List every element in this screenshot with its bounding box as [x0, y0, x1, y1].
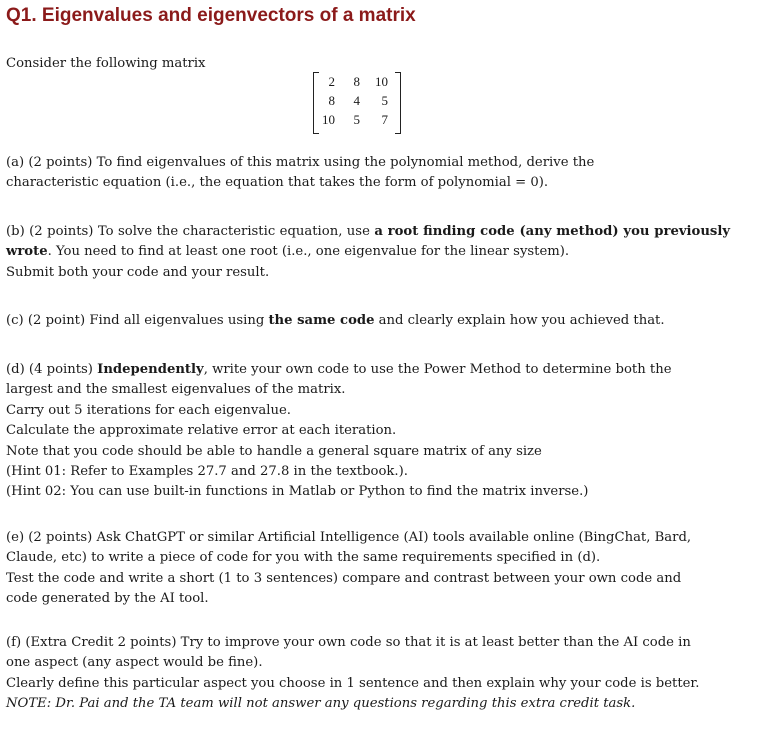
part-c-post: and clearly explain how you achieved that.: [374, 313, 665, 328]
part-b-emphasis: a root finding code (any method) you previously wrote: [6, 224, 731, 260]
part-d-line: (Hint 01: Refer to Examples 27.7 and 27.8 in the textbook.).: [6, 464, 408, 480]
matrix-row: [320, 112, 394, 132]
part-e: [6, 528, 730, 610]
matrix-right-bracket: [395, 72, 401, 134]
matrix-cell: 8: [353, 74, 360, 89]
matrix-row: [320, 74, 394, 94]
part-c: [6, 311, 730, 331]
question-title: Q1. Eigenvalues and eigenvectors of a matrix: [6, 5, 416, 26]
part-a-line: (a) (2 points) To find eigenvalues of this matrix using the polynomial method, derive the: [6, 155, 595, 170]
part-e-line: Test the code and write a short (1 to 3 sentences) compare and contrast between your own code and: [6, 570, 682, 586]
part-d-line: Note that you code should be able to handle a general square matrix of any size: [6, 443, 542, 459]
part-d-emphasis: Independently: [97, 362, 204, 377]
matrix: [313, 72, 401, 134]
part-f-line: one aspect (any aspect would be fine).: [6, 655, 263, 671]
part-d-line: Carry out 5 iterations for each eigenvalue.: [6, 402, 291, 418]
matrix-cell: 8: [328, 93, 335, 108]
intro-text: Consider the following matrix: [6, 56, 206, 71]
matrix-cell: 4: [353, 93, 360, 108]
part-d: [6, 360, 730, 503]
part-d-pre: (d) (4 points): [6, 362, 98, 377]
matrix-cell: 5: [353, 112, 360, 127]
part-c-pre: (c) (2 point) Find all eigenvalues using: [6, 313, 269, 328]
matrix-cell: 5: [381, 93, 388, 108]
part-e-line: code generated by the AI tool.: [6, 591, 209, 607]
part-b-text: [6, 222, 730, 263]
matrix-cell: 10: [375, 74, 388, 89]
part-b-post: . You need to find at least one root (i.e., one eigenvalue for the linear system).: [47, 244, 570, 260]
matrix-left-bracket: [313, 72, 319, 134]
matrix-cell: 7: [381, 112, 388, 127]
matrix-row: [320, 93, 394, 113]
part-a-line: characteristic equation (i.e., the equation that takes the form of polynomial = 0).: [6, 175, 549, 191]
part-d-line: Calculate the approximate relative error at each iteration.: [6, 423, 397, 439]
part-d-post: , write your own code to use the Power Method to determine both the: [203, 362, 672, 377]
part-c-emphasis: the same code: [268, 313, 375, 328]
matrix-cell: 10: [322, 112, 335, 127]
part-b: [6, 222, 730, 283]
extra-credit-note: NOTE: Dr. Pai and the TA team will not answer any questions regarding this extra credit task.: [6, 696, 636, 712]
matrix-cell: 2: [328, 74, 335, 89]
part-b-pre: (b) (2 points) To solve the characteristic equation, use: [6, 224, 375, 239]
part-d-line: largest and the smallest eigenvalues of the matrix.: [6, 382, 346, 398]
part-f-note: [6, 694, 730, 714]
part-d-text: [6, 360, 730, 380]
part-a: [6, 153, 730, 194]
part-f-line: Clearly define this particular aspect you choose in 1 sentence and then explain why your code is better.: [6, 675, 700, 691]
part-f: [6, 633, 730, 715]
part-f-line: (f) (Extra Credit 2 points) Try to improve your own code so that it is at least better than the AI code in: [6, 635, 691, 650]
part-d-line: (Hint 02: You can use built-in functions in Matlab or Python to find the matrix inverse.): [6, 484, 589, 500]
part-e-line: Claude, etc) to write a piece of code for you with the same requirements specified in (d).: [6, 550, 601, 566]
part-c-text: [6, 311, 730, 331]
part-e-line: (e) (2 points) Ask ChatGPT or similar Artificial Intelligence (AI) tools available online (BingChat, Bard,: [6, 530, 692, 545]
part-b-line: Submit both your code and your result.: [6, 264, 270, 280]
